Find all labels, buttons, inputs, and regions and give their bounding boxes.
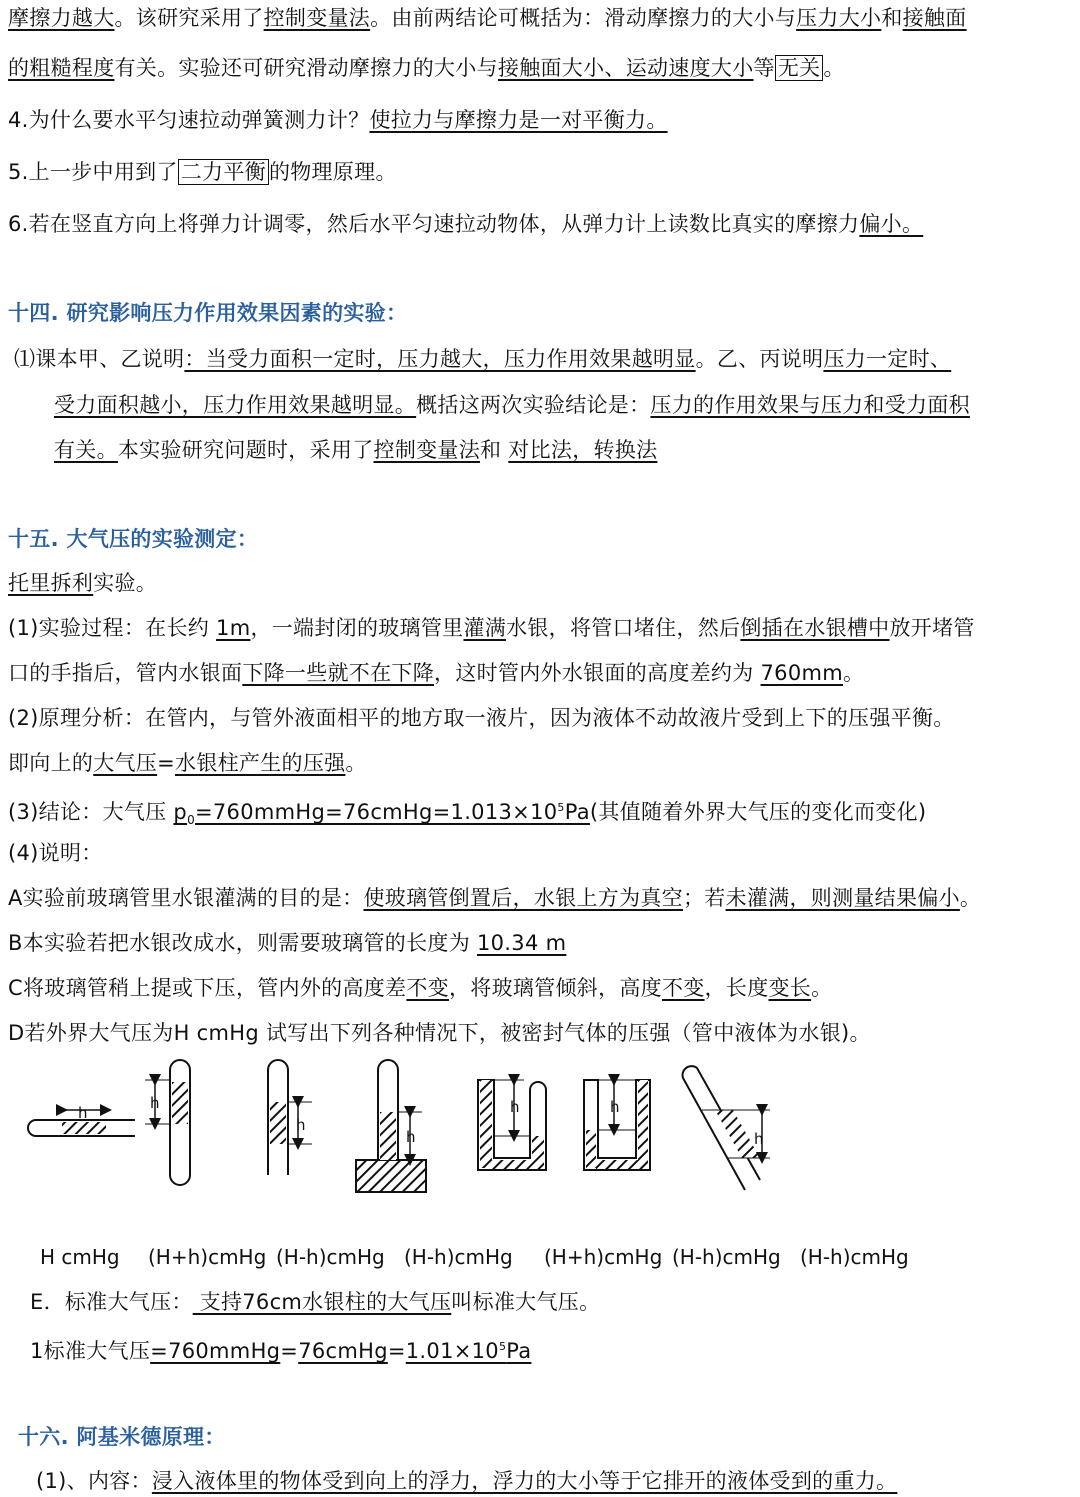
text-line-17: B本实验若把水银改成水，则需要玻璃管的长度为 10.34 m: [8, 931, 567, 955]
text-line-9: 托里拆利实验。: [8, 571, 158, 595]
text-line-6: ⑴课本甲、乙说明：当受力面积一定时，压力越大，压力作用效果越明显。乙、丙说明压力一定时、: [14, 347, 952, 371]
text-line-15: (4)说明：: [8, 841, 103, 865]
section-heading-15: 十五. 大气压的实验测定：: [8, 527, 259, 551]
tube-fig-1: [28, 1104, 135, 1136]
tube-fig-3: [268, 1060, 312, 1175]
text-line-22: (1)、内容：浸入液体里的物体受到向上的浮力，浮力的大小等于它排开的液体受到的重力。: [36, 1469, 898, 1493]
tube-fig-5: [478, 1080, 546, 1170]
text-line-12: (2)原理分析：在管内，与管外液面相平的地方取一液片，因为液体不动故液片受到上下的压强平衡。: [8, 706, 955, 730]
h-label: h: [610, 1098, 620, 1116]
diagram-caption-7: (H-h)cmHg: [800, 1245, 909, 1269]
diagram-caption-1: H cmHg: [40, 1245, 120, 1269]
text-line-13: 即向上的大气压=水银柱产生的压强。: [8, 751, 367, 775]
diagram-caption-3: (H-h)cmHg: [276, 1245, 385, 1269]
diagram-caption-6: (H-h)cmHg: [672, 1245, 781, 1269]
tube-fig-7: [683, 1066, 770, 1190]
tube-fig-6: [584, 1080, 650, 1170]
text-line-21: 1标准大气压$=760mmHg=76cmHg=1.01\times 10^5Pa$: [30, 1339, 532, 1363]
text-line-8: 有关。本实验研究问题时，采用了控制变量法和 对比法，转换法: [54, 438, 658, 462]
text-line-4: 5.上一步中用到了 二力平衡 的物理原理。: [8, 160, 397, 184]
text-line-18: C将玻璃管稍上提或下压，管内外的高度差不变，将玻璃管倾斜，高度不变，长度变长。: [8, 976, 833, 1000]
text-line-19: D若外界大气压为H cmHg 试写出下列各种情况下，被密封气体的压强（管中液体为水银)。: [8, 1021, 871, 1045]
formula: $1.01\times 10^5Pa$: [405, 1339, 532, 1363]
text-line-14: (3)结论：大气压 $p_0=760mmHg=76cmHg=1.013\times 10^5Pa$(其值随着外界大气压的变化而变化): [8, 800, 927, 828]
pressure-tube-diagrams: [0, 1050, 1080, 1230]
text-line-11: 口的手指后，管内水银面下降一些就不在下降，这时管内外水银面的高度差约为 760mm。: [8, 661, 865, 685]
formula: $p_0=760mmHg=76cmHg=1.013\times 10^5Pa$: [173, 800, 590, 828]
text-line-1: 摩擦力越大。该研究采用了控制变量法。由前两结论可概括为：滑动摩擦力的大小与压力大小和接触面: [8, 6, 967, 30]
section-heading-14: 十四. 研究影响压力作用效果因素的实验：: [8, 301, 408, 325]
text-line-2: 的粗糙程度有关。实验还可研究滑动摩擦力的大小与接触面大小、运动速度大小等 无关 。: [8, 56, 845, 80]
boxed-answer: 二力平衡: [178, 159, 269, 185]
text-line-16: A实验前玻璃管里水银灌满的目的是：使玻璃管倒置后，水银上方为真空；若未灌满，则测量结果偏小。: [8, 886, 982, 910]
h-label: h: [406, 1128, 416, 1146]
section-heading-16: 十六. 阿基米德原理：: [18, 1425, 226, 1449]
h-label: h: [150, 1094, 160, 1112]
tube-fig-2: [145, 1060, 190, 1185]
h-label: h: [754, 1130, 764, 1148]
text-line-3: 4.为什么要水平匀速拉动弹簧测力计？使拉力与摩擦力是一对平衡力。: [8, 108, 668, 132]
diagram-caption-4: (H-h)cmHg: [404, 1245, 513, 1269]
h-label: h: [296, 1116, 306, 1134]
tube-fig-4: [356, 1060, 426, 1192]
text-line-20: E．标准大气压： 支持76cm水银柱的大气压叫标准大气压。: [30, 1290, 601, 1314]
boxed-answer: 无关: [775, 55, 824, 81]
diagram-caption-5: (H+h)cmHg: [544, 1245, 663, 1269]
text-line-5: 6.若在竖直方向上将弹力计调零，然后水平匀速拉动物体，从弹力计上读数比真实的摩擦力偏小。: [8, 212, 924, 236]
diagram-caption-2: (H+h)cmHg: [148, 1245, 267, 1269]
h-label: h: [510, 1098, 520, 1116]
h-label: h: [78, 1104, 88, 1122]
text-line-10: (1)实验过程：在长约 1m，一端封闭的玻璃管里灌满水银，将管口堵住，然后倒插在水银槽中放开堵管: [8, 616, 975, 640]
text-line-7: 受力面积越小，压力作用效果越明显。概括这两次实验结论是：压力的作用效果与压力和受力面积: [54, 393, 970, 417]
